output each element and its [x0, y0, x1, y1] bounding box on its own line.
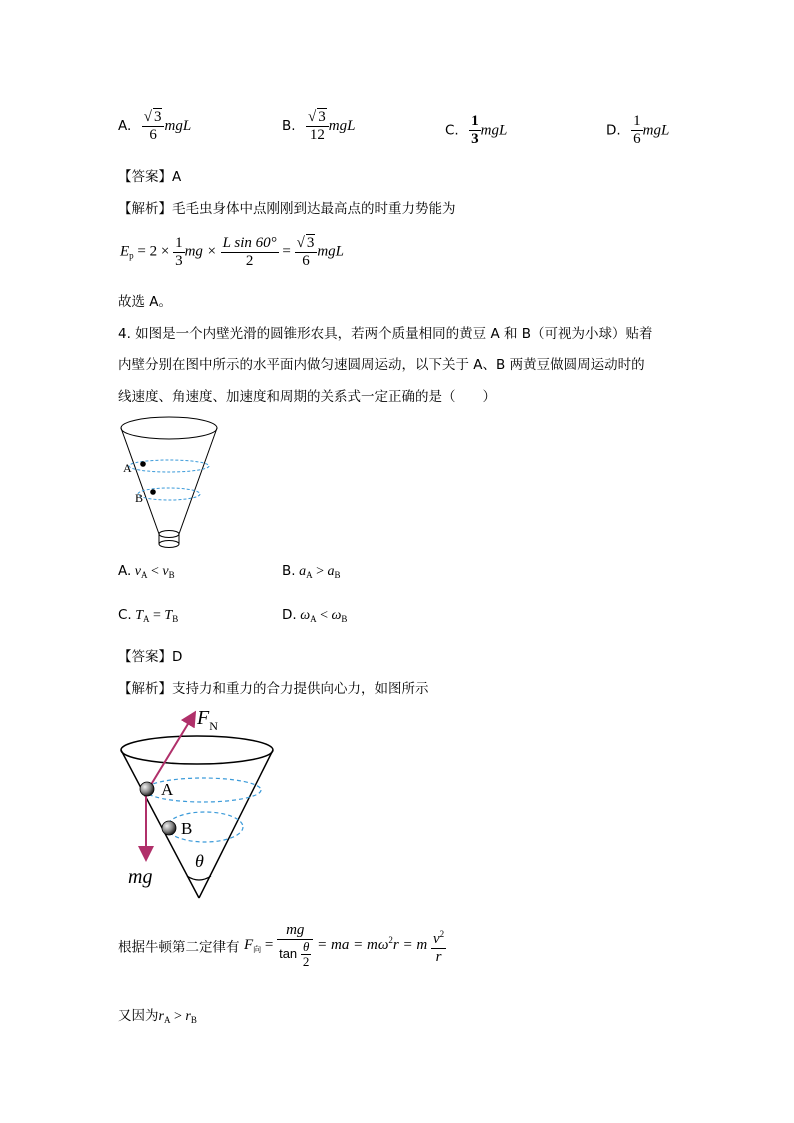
answer-tag: 【答案】 — [118, 169, 172, 185]
label-b: B — [181, 819, 193, 838]
theta-label: θ — [195, 851, 204, 871]
answer-value: D — [172, 649, 183, 665]
option-coefficient: $\frac{√ 3}{6}$ — [142, 108, 165, 144]
q3-energy-formula: $E_p = 2$ × $\frac{1}{3}$ mg × $\frac{\text{L sin 60°}}{2}$ = $\frac{√ 3}{6}$ mgL — [120, 234, 345, 269]
analysis-tag: 【解析】 — [118, 201, 172, 217]
q3-conclusion: 故选 A。 — [118, 294, 173, 310]
option-letter: A. — [118, 118, 132, 134]
q4-stem-line2: 内壁分别在图中所示的水平面内做匀速圆周运动，以下关于 A、B 两黄豆做圆周运动时的 — [118, 357, 645, 373]
cone-figure — [115, 412, 225, 552]
theta-arc — [187, 876, 211, 880]
ball-b — [162, 821, 176, 835]
option-tail: mgL — [164, 118, 192, 134]
bean-b — [150, 489, 156, 495]
analysis-text: 毛毛虫身体中点刚刚到达最高点的时重力势能为 — [172, 201, 456, 217]
q3-option-a — [118, 108, 191, 144]
cone-left-wall — [121, 428, 159, 534]
newton-formula: 根据牛顿第二定律有 $F_向$ = mg tan $\frac{\theta}{2}$ = ma = $m\omega^2r = m$ $\frac{v^2}{r}$ — [118, 922, 445, 969]
orbit-b — [167, 812, 243, 842]
q3-option-b — [282, 108, 355, 144]
mg-label: mg — [128, 866, 153, 888]
analysis-tag: 【解析】 — [118, 681, 172, 697]
q4-answer — [118, 645, 182, 665]
option-letter: C. — [445, 122, 459, 139]
q4-analysis — [118, 677, 429, 697]
label-a: A — [161, 780, 174, 799]
ball-a — [140, 782, 154, 796]
normal-force-arrow — [149, 714, 194, 788]
option-tail: mgL — [642, 122, 670, 139]
option-coefficient: $\frac{√ 3}{12}$ — [306, 108, 329, 144]
orbit-b — [138, 488, 200, 500]
q4-option-a: A. $v_A < v_B$ — [118, 563, 175, 580]
cone-bottom-base — [159, 541, 179, 548]
force-diagram — [115, 700, 290, 905]
answer-tag: 【答案】 — [118, 649, 172, 665]
q4-stem-line3: 线速度、角速度、加速度和周期的关系式一定正确的是（ ） — [118, 389, 496, 405]
q3-option-c — [445, 113, 507, 148]
cone-rim — [121, 736, 273, 764]
newton-prefix: 根据牛顿第二定律有 — [118, 939, 240, 956]
q4-option-d: D. $\omega_A < \omega_B$ — [282, 607, 348, 624]
because-line: 又因为$r_A > r_B$ — [118, 1008, 197, 1025]
option-letter: B. — [282, 118, 296, 134]
cone-bottom-ring — [159, 531, 179, 538]
label-b: B — [135, 491, 144, 505]
option-tail: mgL — [328, 118, 356, 134]
bean-a — [140, 461, 146, 467]
q3-answer — [118, 165, 181, 185]
option-tail: mgL — [480, 122, 508, 139]
option-coefficient: $\frac{1}{3}$ — [471, 113, 479, 147]
option-letter: D. — [606, 122, 621, 139]
q4-stem-line1: 4. 如图是一个内壁光滑的圆锥形农具，若两个质量相同的黄豆 A 和 B（可视为小球）贴着 — [118, 326, 653, 342]
because-prefix: 又因为 — [118, 1008, 159, 1024]
cone-right-wall — [199, 750, 273, 898]
analysis-text: 支持力和重力的合力提供向心力，如图所示 — [172, 681, 429, 697]
orbit-a — [129, 460, 209, 472]
q4-option-c: C. $T_A = T_B$ — [118, 607, 179, 624]
option-coefficient: $\frac{1}{6}$ — [633, 113, 641, 147]
q4-option-b: B. $a_A > a_B$ — [282, 563, 341, 580]
fn-label: $F_N$ — [197, 707, 218, 733]
answer-value: A — [172, 169, 182, 185]
cone-rim — [121, 417, 217, 439]
q3-option-d — [606, 113, 669, 148]
label-a: A — [123, 461, 132, 475]
cone-right-wall — [179, 428, 217, 534]
q3-analysis — [118, 197, 456, 217]
